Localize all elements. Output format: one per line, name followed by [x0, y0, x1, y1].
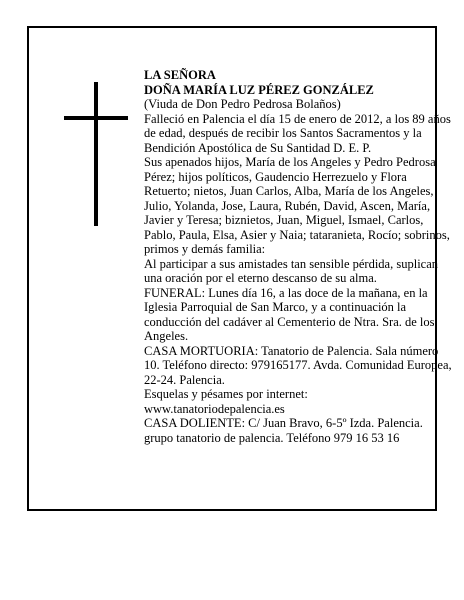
- funeral-home-details: CASA MORTUORIA: Tanatorio de Palencia. Sala número 10. Teléfono directo: 979165177. Avda. Comunidad Europea, 22-24. Palencia.: [144, 343, 452, 387]
- funeral-group-contact: grupo tanatorio de palencia. Teléfono 979 16 53 16: [144, 430, 400, 445]
- online-condolences-label: Esquelas y pésames por internet:: [144, 387, 308, 401]
- deceased-subtitle: (Viuda de Don Pedro Pedrosa Bolaños): [144, 97, 341, 111]
- cross-horizontal-bar: [64, 116, 128, 120]
- death-announcement: Falleció en Palencia el día 15 de enero de 2012, a los 89 años de edad, después de recibir los Santos Sacramentos y la Bendición Apostólica de Su Santidad D. E. P.: [144, 111, 451, 155]
- deceased-title: LA SEÑORA: [144, 68, 216, 82]
- prayer-request: Al participar a sus amistades tan sensible pérdida, suplican una oración por el eterno descanso de su alma.: [144, 256, 439, 285]
- website-url: www.tanatoriodepalencia.es: [144, 401, 285, 416]
- deceased-name: DOÑA MARÍA LUZ PÉREZ GONZÁLEZ: [144, 82, 374, 97]
- cross-icon: [64, 82, 128, 226]
- family-list: Sus apenados hijos, María de los Angeles y Pedro Pedrosa Pérez; hijos políticos, Gaudencio Herrezuelo y Flora Retuerto; nietos, Juan Carlos, Alba, María de los Angeles, Julio, Yolanda, Jose, Laura, Rubén, David, Ascen, María, Javier y Teresa; biznietos, Juan, Miguel, Ismael, Carlos, Pablo, Paula, Elsa, Asier y Naia; tataranieta, Rocío; sobrinos, primos y demás familia:: [144, 155, 450, 256]
- funeral-details: FUNERAL: Lunes día 16, a las doce de la mañana, en la Iglesia Parroquial de San Marco, y a continuación la conducción del cadáver al Cementerio de Ntra. Sra. de los Angeles.: [144, 285, 435, 343]
- obituary-notice: [27, 26, 452, 511]
- cross-vertical-bar: [94, 82, 98, 226]
- family-residence: CASA DOLIENTE: C/ Juan Bravo, 6-5º Izda. Palencia.: [144, 416, 423, 430]
- notice-text: [144, 68, 456, 445]
